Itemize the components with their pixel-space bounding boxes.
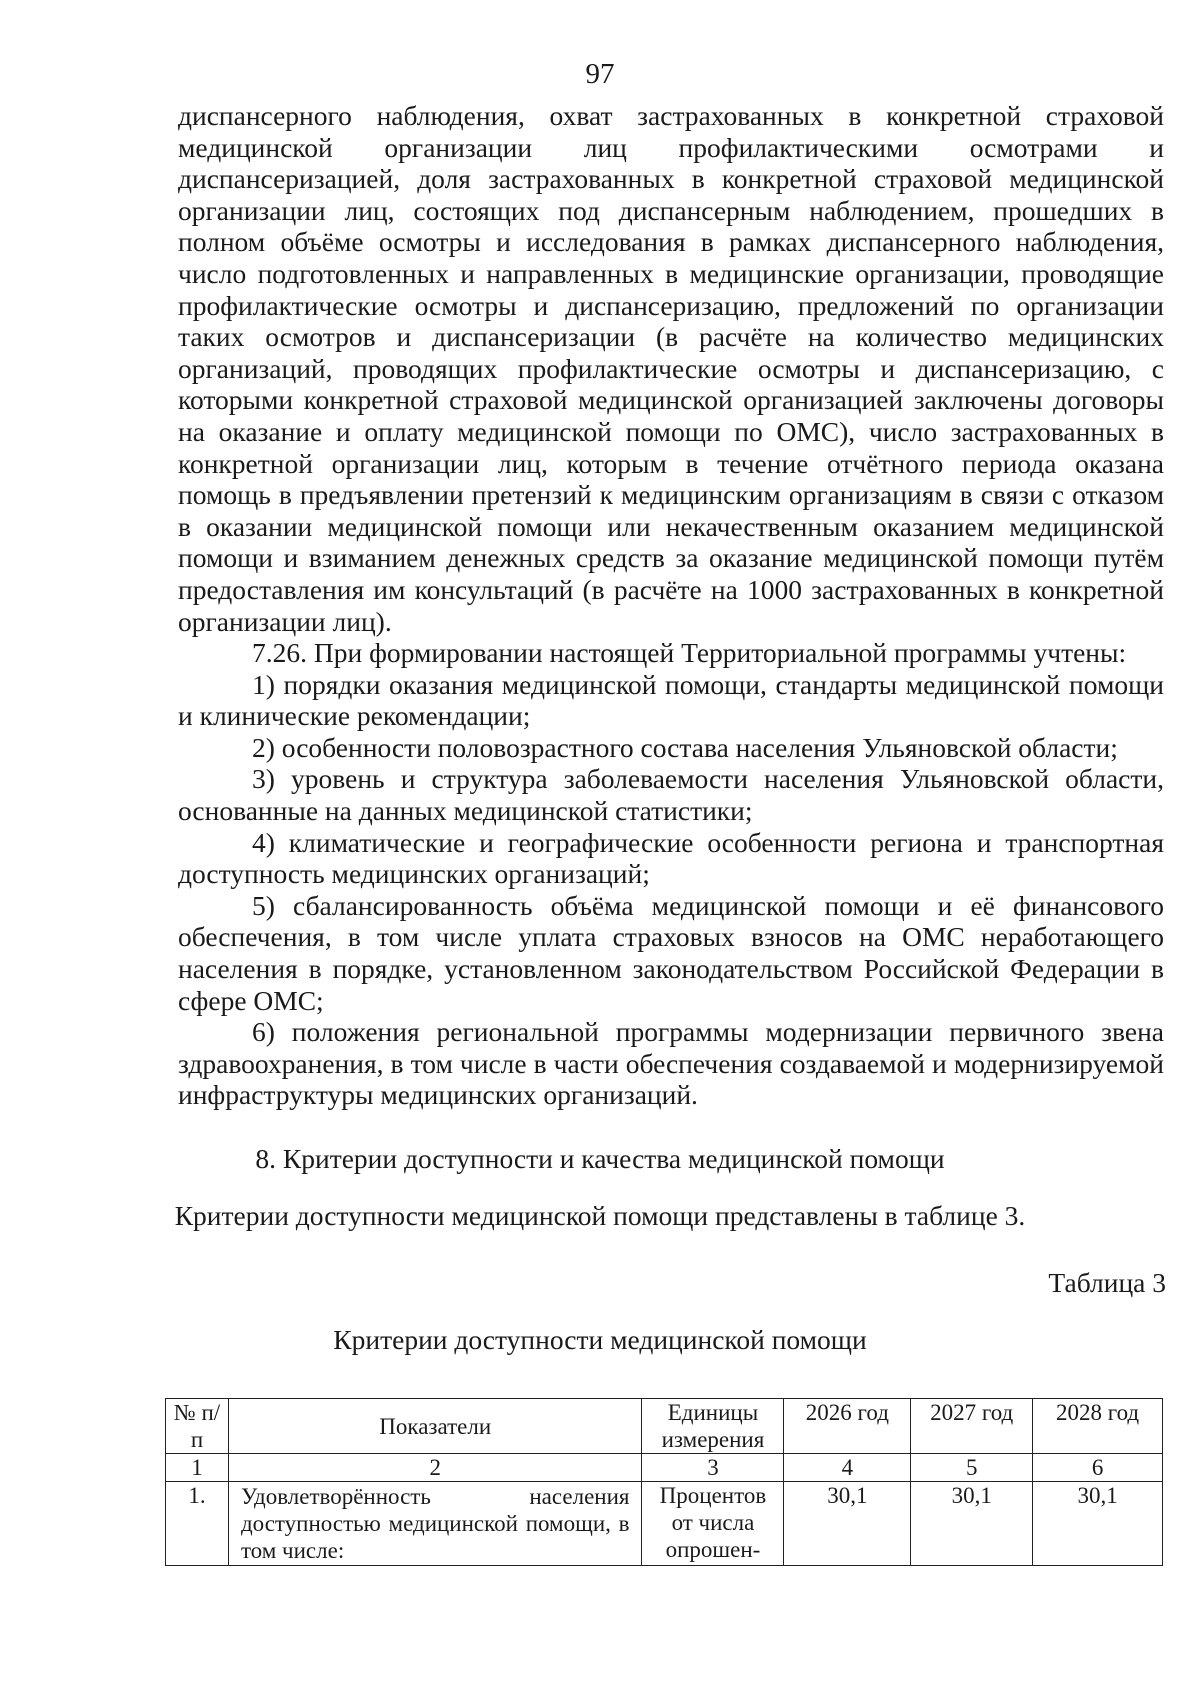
column-number-cell: 5	[911, 1454, 1033, 1482]
header-cell: 2027 год	[911, 1399, 1033, 1454]
list-item: 1) порядки оказания медицинской помощи, стандарты медицинской помощи и клинические рекомендации;	[178, 668, 1164, 732]
column-number-row	[166, 1454, 1163, 1482]
header-cell: № п/п	[166, 1399, 229, 1454]
column-number-cell: 1	[166, 1454, 229, 1482]
table-label: Таблица 3	[1048, 1267, 1166, 1298]
column-number-cell: 2	[228, 1454, 642, 1482]
column-number-cell: 6	[1033, 1454, 1163, 1482]
list-item: 2) особенности половозрастного состава населения Ульяновской области;	[252, 731, 1118, 763]
value-cell: 30,1	[1033, 1482, 1163, 1566]
value-cell: 30,1	[911, 1482, 1033, 1566]
indicator-cell: Удовлетворённость населения доступностью медицинской помощи, в том числе:	[228, 1482, 642, 1566]
section-heading: 8. Критерии доступности и качества медицинской помощи	[255, 1143, 945, 1174]
column-number-cell: 4	[784, 1454, 911, 1482]
table-row	[166, 1482, 1163, 1566]
body-text	[178, 100, 1164, 1111]
header-cell: 2028 год	[1033, 1399, 1163, 1454]
list-item: 6) положения региональной программы модернизации первичного звена здравоохранения, в том числе в части обеспечения создаваемой и модернизируемой инфраструктуры медицинских организаций.	[178, 1016, 1164, 1111]
header-cell: Показатели	[228, 1399, 642, 1454]
list-item: 4) климатические и географические особенности региона и транспортная доступность медицинских организаций;	[178, 826, 1164, 890]
table-title: Критерии доступности медицинской помощи	[333, 1324, 867, 1355]
list-item: 5) сбалансированность объёма медицинской помощи и её финансового обеспечения, в том числе уплата страховых взносов на ОМС неработающего населения в порядке, установленном законодательством Российской Федерации в сфере ОМС;	[178, 889, 1164, 1016]
column-number-cell: 3	[642, 1454, 784, 1482]
table-header-row	[166, 1399, 1163, 1454]
value-cell: 30,1	[784, 1482, 911, 1566]
criteria-table	[165, 1398, 1163, 1566]
paragraph: диспансерного наблюдения, охват застрахованных в конкретной страховой медицинской организации лиц профилактическими осмотрами и диспансеризацией, доля застрахованных в конкретной страховой медицинской организации лиц, состоящих под диспансерным наблюдением, прошедших в полном объёме осмотры и исследования в рамках диспансерного наблюдения, число подготовленных и направленных в медицинские организации, проводящие профилактические осмотры и диспансеризацию, предложений по организации таких осмотров и диспансеризации (в расчёте на количество медицинских организаций, проводящих профилактические осмотры и диспансеризацию, с которыми конкретной страховой медицинской организацией заключены договоры на оказание и оплату медицинской помощи по ОМС), число застрахованных в конкретной организации лиц, которым в течение отчётного периода оказана помощь в предъявлении претензий к медицинским организациям в связи с отказом в оказании медицинской помощи или некачественным оказанием медицинской помощи и взиманием денежных средств за оказание медицинской помощи путём предоставления им консультаций (в расчёте на 1000 застрахованных в конкретной организации лиц).	[178, 100, 1164, 637]
paragraph: 7.26. При формировании настоящей Территориальной программы учтены:	[252, 637, 1127, 669]
unit-cell: Процентов от числа опрошен-	[642, 1482, 784, 1566]
list-item: 3) уровень и структура заболеваемости населения Ульяновской области, основанные на данных медицинской статистики;	[178, 763, 1164, 827]
header-cell: 2026 год	[784, 1399, 911, 1454]
intro-sentence: Критерии доступности медицинской помощи представлены в таблице 3.	[174, 1200, 1026, 1231]
row-number-cell: 1.	[166, 1482, 229, 1566]
header-cell: Единицы измерения	[642, 1399, 784, 1454]
page-number: 97	[585, 58, 615, 90]
